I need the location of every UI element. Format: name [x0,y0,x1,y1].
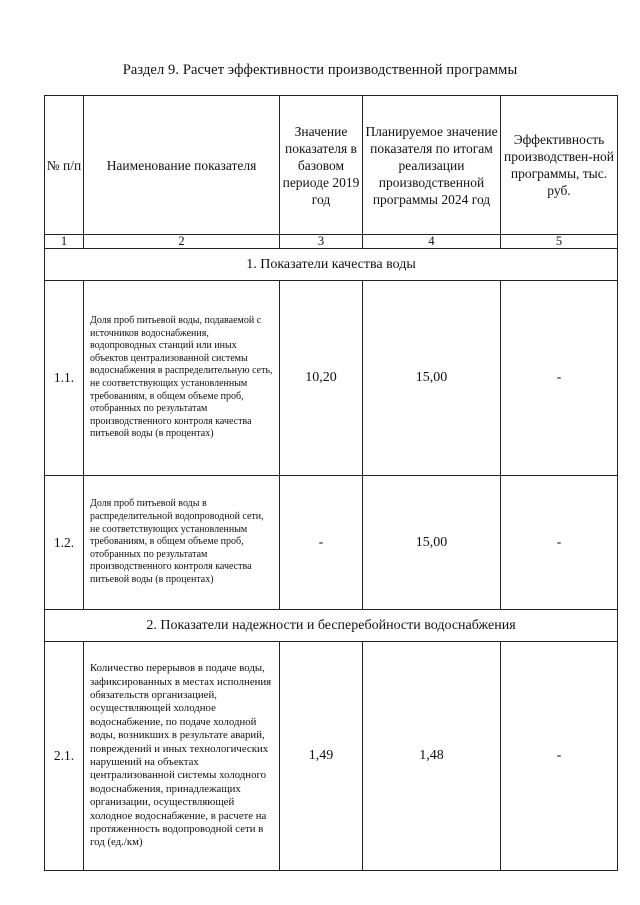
row-planned-value: 15,00 [363,476,501,610]
row-planned-value: 1,48 [363,642,501,871]
table-header-row [45,96,618,235]
column-number: 4 [363,235,501,249]
table-row [45,281,618,476]
row-indicator-name: Доля проб питьевой воды в распределительной водопроводной сети, не соответствующих установленным требованиям, в общем объеме проб, отобранных по результатам производственного контроля качества питьевой воды (в процентах) [84,476,280,610]
row-base-value: 1,49 [280,642,363,871]
header-indicator-name: Наименование показателя [84,96,280,235]
section-title: 1. Показатели качества воды [45,249,618,281]
row-base-value: - [280,476,363,610]
efficiency-table [44,95,618,871]
section-row [45,610,618,642]
row-efficiency: - [501,642,618,871]
row-efficiency: - [501,281,618,476]
page-title: Раздел 9. Расчет эффективности производственной программы [122,62,518,78]
column-number: 5 [501,235,618,249]
row-efficiency: - [501,476,618,610]
section-row [45,249,618,281]
row-base-value: 10,20 [280,281,363,476]
section-title: 2. Показатели надежности и бесперебойности водоснабжения [45,610,618,642]
header-efficiency: Эффективность производствен-ной программы, тыс. руб. [501,96,618,235]
table-row [45,476,618,610]
header-number: № п/п [45,96,84,235]
table-row [45,642,618,871]
column-number-row [45,235,618,249]
column-number: 3 [280,235,363,249]
row-planned-value: 15,00 [363,281,501,476]
column-number: 2 [84,235,280,249]
row-number: 2.1. [45,642,84,871]
column-number: 1 [45,235,84,249]
row-number: 1.1. [45,281,84,476]
header-planned-value: Планируемое значение показателя по итогам реализации производственной программы 2024 год [363,96,501,235]
header-base-value: Значение показателя в базовом периоде 2019 год [280,96,363,235]
row-indicator-name: Количество перерывов в подаче воды, зафиксированных в местах исполнения обязательств организацией, осуществляющей холодное водоснабжение, по подаче холодной воды, возникших в результате аварий, повреждений и иных технологических нарушений на объектах централизованной системы холодного водоснабжения, принадлежащих организации, осуществляющей холодное водоснабжение, в расчете на протяженность водопроводной сети в год (ед./км) [84,642,280,871]
row-number: 1.2. [45,476,84,610]
row-indicator-name: Доля проб питьевой воды, подаваемой с источников водоснабжения, водопроводных станций или иных объектов централизованной системы водоснабжения в распределительную сеть, не соответствующих установленным требованиям, в общем объеме проб, отобранных по результатам производственного контроля качества питьевой воды (в процентах) [84,281,280,476]
